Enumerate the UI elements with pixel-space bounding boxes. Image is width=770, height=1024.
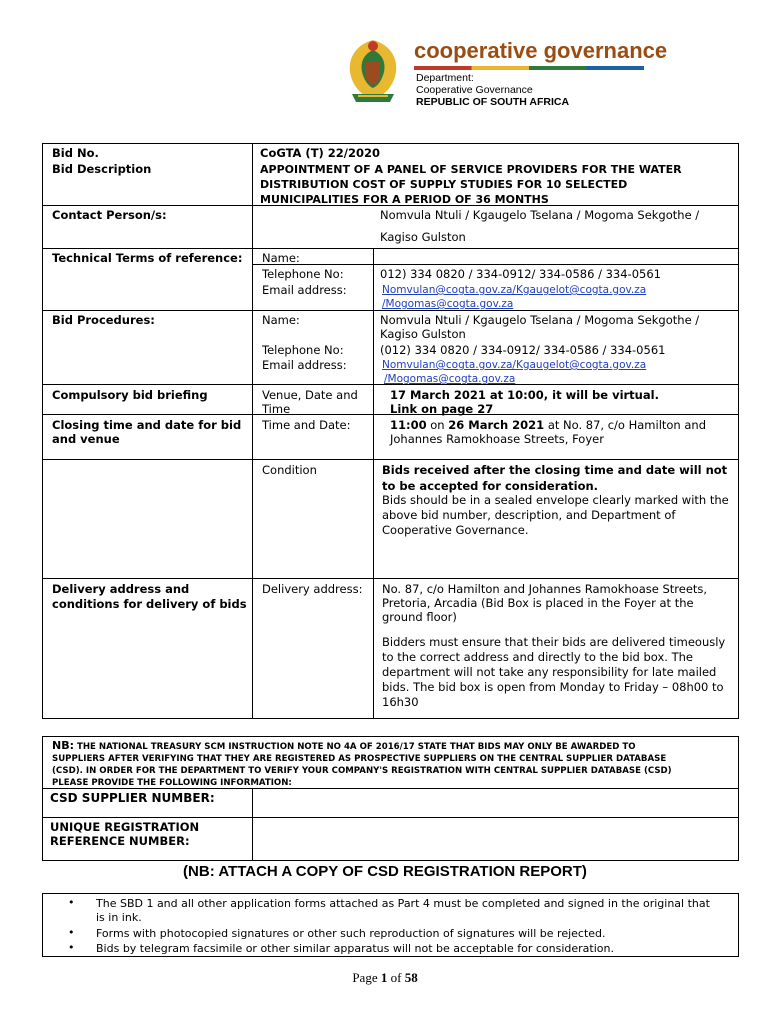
row-divider-condition xyxy=(42,459,739,460)
nb-line-1 xyxy=(52,740,636,753)
closing-label-2: and venue xyxy=(52,432,120,446)
contact-line-2: Kagiso Gulston xyxy=(380,230,466,244)
bullets-top-border xyxy=(42,893,739,894)
bid-no-label: Bid No. xyxy=(52,146,99,160)
closing-date-bold: 26 March 2021 xyxy=(448,418,545,432)
procedures-name-label: Name: xyxy=(262,313,300,327)
bullets-right-border xyxy=(738,893,739,957)
procedures-tel-label: Telephone No: xyxy=(262,343,344,357)
page-total: 58 xyxy=(404,970,418,985)
csd-divider xyxy=(42,817,739,818)
delivery-address-1: No. 87, c/o Hamilton and Johannes Ramokhoase Streets, xyxy=(382,582,708,596)
nb-bottom-border xyxy=(42,860,739,861)
delivery-note-1: Bidders must ensure that their bids are delivered timeously xyxy=(382,635,726,649)
row-divider-delivery xyxy=(42,578,739,579)
dept-line-3: REPUBLIC OF SOUTH AFRICA xyxy=(416,96,570,108)
table-right-border xyxy=(738,143,739,719)
bullet-1-line-1: The SBD 1 and all other application forms attached as Part 4 must be completed and signed in the original that xyxy=(96,897,710,910)
delivery-address-2: Pretoria, Arcadia (Bid Box is placed in the Foyer at the xyxy=(382,596,694,610)
closing-time-label: Time and Date: xyxy=(262,418,351,432)
technical-email-link-1[interactable]: Nomvulan@cogta.gov.za/Kgaugelot@cogta.gov.za xyxy=(382,284,647,296)
closing-time-bold: 11:00 xyxy=(390,418,427,432)
procedures-name-line-2: Kagiso Gulston xyxy=(380,327,466,341)
delivery-label-2: conditions for delivery of bids xyxy=(52,597,247,611)
delivery-address-3: ground floor) xyxy=(382,610,457,624)
bullet-dot-1: • xyxy=(68,896,75,909)
closing-label-1: Closing time and date for bid xyxy=(52,418,242,432)
nb-line-3: (CSD). IN ORDER FOR THE DEPARTMENT TO VERIFY YOUR COMPANY'S REGISTRATION WITH CENTRAL SUPPLIER DATABASE (CSD) xyxy=(52,766,672,776)
bid-no-value: CoGTA (T) 22/2020 xyxy=(260,146,381,160)
bid-desc-line-1: APPOINTMENT OF A PANEL OF SERVICE PROVIDERS FOR THE WATER xyxy=(260,163,682,176)
nb-line-1-text: THE NATIONAL TREASURY SCM INSTRUCTION NOTE NO 4A OF 2016/17 STATE THAT BIDS MAY ONLY BE AWARDED TO xyxy=(77,742,636,752)
procedures-tel-value: (012) 334 0820 / 334-0912/ 334-0586 / 334-0561 xyxy=(380,343,666,357)
technical-email-label: Email address: xyxy=(262,283,347,297)
bullet-dot-2: • xyxy=(68,926,75,939)
bullets-left-border xyxy=(42,893,43,957)
condition-text-1: Bids should be in a sealed envelope clearly marked with the xyxy=(382,493,729,507)
nb-line-4: PLEASE PROVIDE THE FOLLOWING INFORMATION: xyxy=(52,778,292,788)
procedures-name-line-1: Nomvula Ntuli / Kgaugelo Tselana / Mogoma Sekgothe / xyxy=(380,313,700,327)
bullet-dot-3: • xyxy=(68,941,75,954)
closing-line-2: Johannes Ramokhoase Streets, Foyer xyxy=(390,432,604,446)
briefing-value-2: Link on page 27 xyxy=(390,402,494,416)
condition-label: Condition xyxy=(262,463,317,477)
bullet-3: Bids by telegram facsimile or other similar apparatus will not be acceptable for consideration. xyxy=(96,942,614,955)
nb-right-border xyxy=(738,736,739,861)
closing-rest: at No. 87, c/o Hamilton and xyxy=(547,418,707,432)
technical-label: Technical Terms of reference: xyxy=(52,251,243,265)
attach-heading: (NB: ATTACH A COPY OF CSD REGISTRATION REPORT) xyxy=(183,863,587,880)
briefing-label: Compulsory bid briefing xyxy=(52,388,208,402)
nb-line-2: SUPPLIERS AFTER VERIFYING THAT THEY ARE REGISTERED AS PROSPECTIVE SUPPLIERS ON THE CENTRAL SUPPLIER DATABASE xyxy=(52,754,667,764)
page-footer xyxy=(0,970,770,986)
bullet-2: Forms with photocopied signatures or other such reproduction of signatures will be rejected. xyxy=(96,927,606,940)
briefing-value-1: 17 March 2021 at 10:00, it will be virtual. xyxy=(390,388,659,402)
technical-email-link-2[interactable]: /Mogomas@cogta.gov.za xyxy=(382,298,514,310)
condition-text-3: Cooperative Governance. xyxy=(382,523,529,537)
briefing-venue-label-1: Venue, Date and xyxy=(262,388,358,402)
unique-reg-label-2: REFERENCE NUMBER: xyxy=(50,834,190,848)
nb-left-border xyxy=(42,736,43,861)
delivery-note-5: 16h30 xyxy=(382,695,419,709)
page-word: Page xyxy=(352,970,378,985)
contact-label: Contact Person/s: xyxy=(52,208,167,222)
closing-on-word: on xyxy=(430,418,445,432)
bid-desc-line-3: MUNICIPALITIES FOR A PERIOD OF 36 MONTHS xyxy=(260,193,549,206)
bid-desc-label: Bid Description xyxy=(52,162,152,176)
dept-line-2: Cooperative Governance xyxy=(416,84,533,96)
nb-prefix: NB: xyxy=(52,739,74,752)
page-number: 1 xyxy=(380,970,388,985)
procedures-email-label: Email address: xyxy=(262,358,347,372)
of-word: of xyxy=(390,970,402,985)
briefing-venue-label-2: Time xyxy=(262,402,291,416)
delivery-note-2: to the correct address and directly to the bid box. The xyxy=(382,650,693,664)
csd-column-divider xyxy=(252,788,253,861)
bullet-1-line-2: is in ink. xyxy=(96,911,142,924)
csd-supplier-label: CSD SUPPLIER NUMBER: xyxy=(50,791,215,805)
procedures-label: Bid Procedures: xyxy=(52,313,155,327)
table-top-border xyxy=(42,143,739,144)
delivery-note-3: department will not take any responsibility for late mailed xyxy=(382,665,717,679)
delivery-address-label: Delivery address: xyxy=(262,582,363,596)
table-bottom-border xyxy=(42,718,739,719)
delivery-label-1: Delivery address and xyxy=(52,582,190,596)
condition-bold-2: to be accepted for consideration. xyxy=(382,479,599,493)
nb-top-border xyxy=(42,736,739,737)
row-divider-tech xyxy=(42,248,739,249)
condition-bold-1: Bids received after the closing time and date will not xyxy=(382,463,728,477)
closing-time-value xyxy=(390,418,706,433)
brand-title: cooperative governance xyxy=(414,38,668,63)
technical-tel-value: 012) 334 0820 / 334-0912/ 334-0586 / 334-0561 xyxy=(380,267,661,281)
procedures-email-link-1[interactable]: Nomvulan@cogta.gov.za/Kgaugelot@cogta.gov.za xyxy=(382,359,647,371)
technical-tel-label: Telephone No: xyxy=(262,267,344,281)
column-divider-2 xyxy=(373,248,374,719)
contact-line-1: Nomvula Ntuli / Kgaugelo Tselana / Mogoma Sekgothe / xyxy=(380,208,700,222)
delivery-note-4: bids. The bid box is open from Monday to Friday – 08h00 to xyxy=(382,680,724,694)
dept-line-1: Department: xyxy=(416,72,474,84)
technical-name-label: Name: xyxy=(262,251,300,265)
bid-desc-line-2: DISTRIBUTION COST OF SUPPLY STUDIES FOR 10 SELECTED xyxy=(260,178,628,191)
table-left-border xyxy=(42,143,43,719)
condition-text-2: above bid number, description, and Department of xyxy=(382,508,676,522)
procedures-email-link-2[interactable]: /Mogomas@cogta.gov.za xyxy=(384,373,516,385)
header-rule xyxy=(414,66,644,70)
coat-of-arms-logo xyxy=(338,36,408,108)
column-divider-1 xyxy=(252,143,253,719)
row-divider-name xyxy=(252,264,739,265)
bullets-bottom-border xyxy=(42,956,739,957)
unique-reg-label-1: UNIQUE REGISTRATION xyxy=(50,820,200,834)
